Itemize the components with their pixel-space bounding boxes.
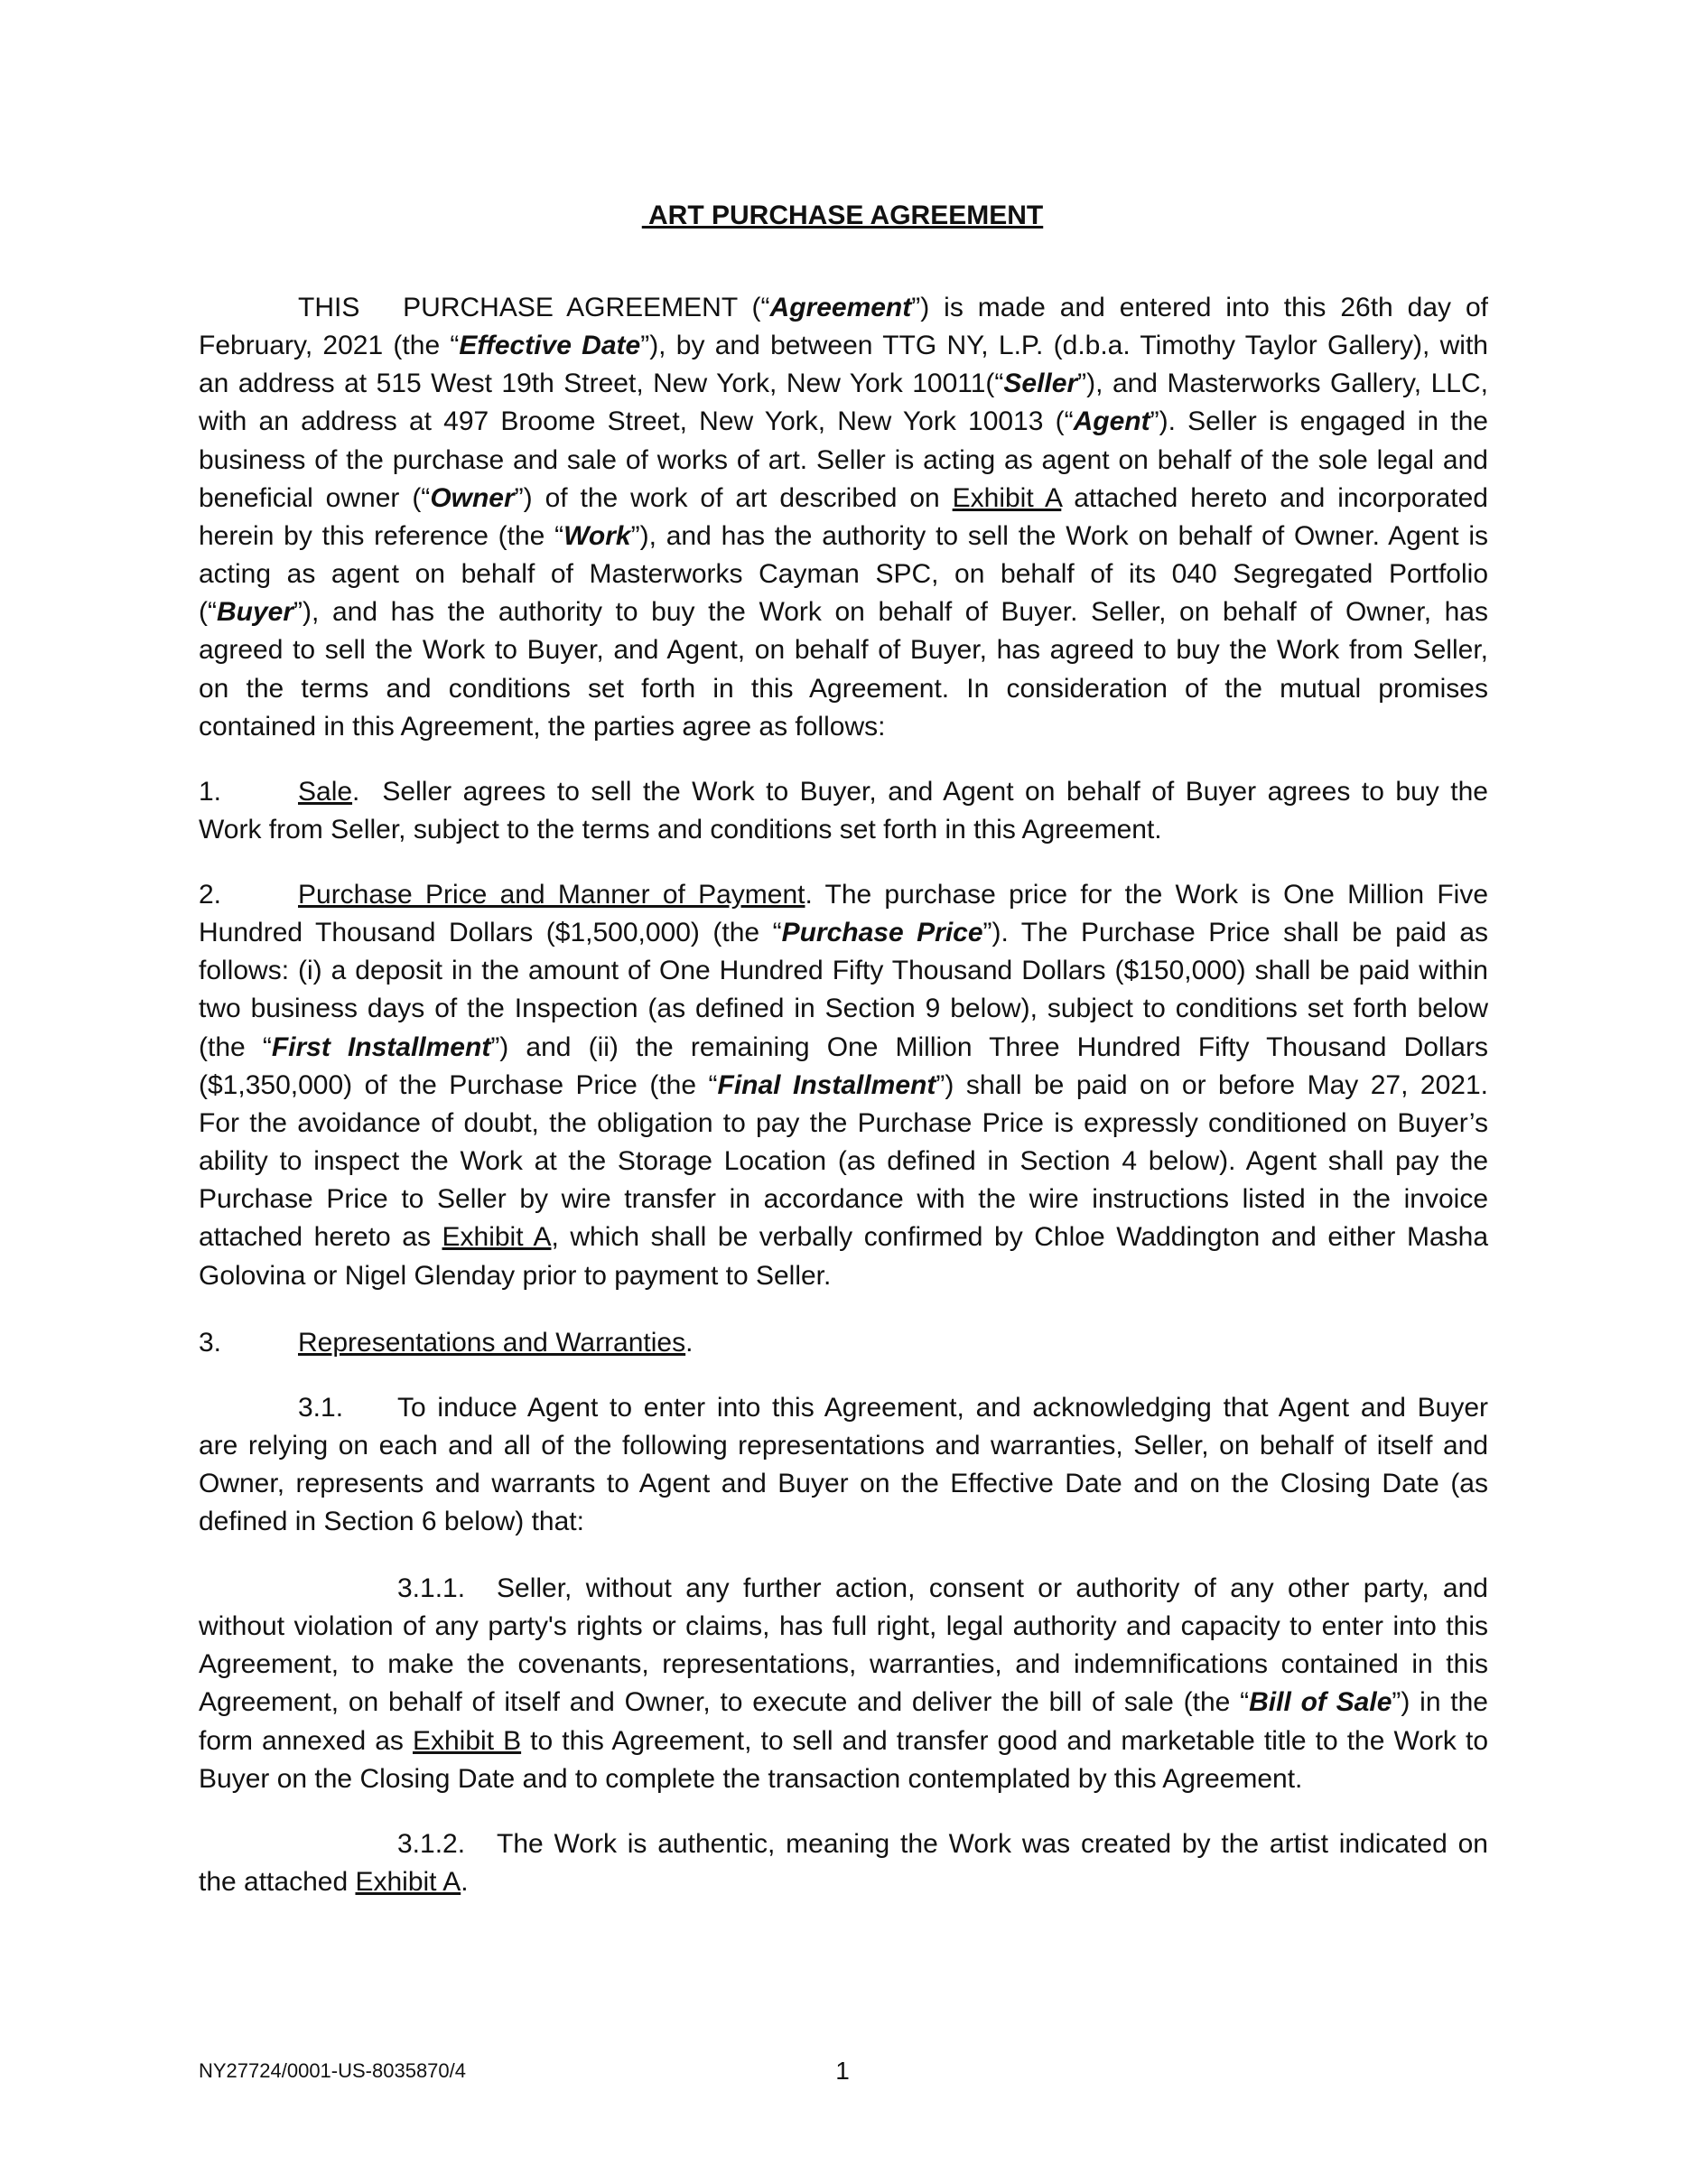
text-line xyxy=(199,811,1488,849)
text-line xyxy=(199,1503,1488,1541)
text-run: ”). The Purchase Price shall be paid as xyxy=(982,918,1489,948)
text-run: ($1,350,000) of the Purchase Price (the “ xyxy=(199,1069,718,1100)
page-number: 1 xyxy=(835,2057,850,2085)
underlined-reference: Exhibit B xyxy=(412,1725,522,1756)
text-line xyxy=(199,555,1488,593)
text-run: To induce Agent to enter into this Agreement, and acknowledging that Agent and Buyer xyxy=(397,1393,1488,1423)
text-run: . Seller agrees to sell the Work to Buyer, and Agent on behalf of Buyer agrees to buy the xyxy=(352,777,1488,807)
text-run: Hundred Thousand Dollars ($1,500,000) (the “ xyxy=(199,918,782,948)
text-run: to this Agreement, to sell and transfer good and marketable title to the Work to xyxy=(521,1725,1489,1756)
text-run: ”) shall be paid on or before May 27, 2021. xyxy=(936,1069,1488,1100)
text-line xyxy=(497,1825,1488,1863)
underlined-reference: Representations and Warranties xyxy=(298,1328,686,1358)
text-run: Golovina or Nigel Glenday prior to payment to Seller. xyxy=(199,1260,832,1291)
text-run: ability to inspect the Work at the Storage Location (as defined in Section 4 below). Agent shall pay the xyxy=(199,1146,1488,1177)
text-line xyxy=(497,1570,1488,1608)
text-run: ”) in the xyxy=(1392,1687,1488,1718)
text-run: Owner, represents and warrants to Agent and Buyer on the Effective Date and on the Closing Date (as xyxy=(199,1469,1488,1499)
text-line xyxy=(199,1427,1488,1465)
text-line xyxy=(199,1646,1488,1684)
text-run: . xyxy=(685,1328,694,1358)
text-line xyxy=(199,1760,1488,1798)
text-line xyxy=(199,1608,1488,1646)
underlined-reference: Sale xyxy=(298,777,353,807)
text-line xyxy=(199,1029,1488,1067)
defined-term: Bill of Sale xyxy=(1249,1687,1392,1718)
text-run: are relying on each and all of the following representations and warranties, Seller, on behalf of itself and xyxy=(199,1431,1488,1461)
text-line xyxy=(199,365,1488,403)
text-run: The Work is authentic, meaning the Work was created by the artist indicated on xyxy=(497,1829,1488,1859)
text-run: herein by this reference (the “ xyxy=(199,520,564,551)
defined-term: First Installment xyxy=(271,1031,491,1062)
text-line xyxy=(199,1218,1488,1256)
text-line xyxy=(199,1257,1488,1295)
text-run: Agreement, to make the covenants, representations, warranties, and indemnifications contained in this xyxy=(199,1649,1488,1680)
text-run: contained in this Agreement, the parties agree as follows: xyxy=(199,711,886,742)
defined-term: Agent xyxy=(1073,406,1150,437)
underlined-reference: Exhibit A xyxy=(952,482,1062,513)
text-line xyxy=(199,1105,1488,1143)
text-line xyxy=(298,289,1488,327)
section-number: 3.1.1. xyxy=(397,1573,466,1603)
text-line xyxy=(298,876,1488,914)
text-run: follows: (i) a deposit in the amount of One Hundred Fifty Thousand Dollars ($150,000) shall be paid within xyxy=(199,956,1488,986)
text-run: Buyer on the Closing Date and to complete the transaction contemplated by this Agreement. xyxy=(199,1763,1303,1794)
text-line xyxy=(199,1143,1488,1181)
text-line xyxy=(199,403,1488,441)
defined-term: Final Installment xyxy=(717,1069,936,1100)
text-line xyxy=(199,952,1488,990)
text-run: Work from Seller, subject to the terms and conditions set forth in this Agreement. xyxy=(199,815,1162,845)
defined-term: Work xyxy=(563,520,631,551)
defined-term: Agreement xyxy=(769,293,912,322)
text-line xyxy=(199,914,1488,952)
text-line xyxy=(199,518,1488,555)
text-run: (“ xyxy=(199,597,217,628)
text-run: defined in Section 6 below) that: xyxy=(199,1507,584,1537)
text-run: ”), and has the authority to sell the Work on behalf of Owner. Agent is xyxy=(630,520,1488,551)
underlined-reference: Purchase Price and Manner of Payment xyxy=(298,880,805,910)
text-run: attached hereto and incorporated xyxy=(1061,482,1488,513)
text-run: form annexed as xyxy=(199,1725,413,1756)
text-run: the attached xyxy=(199,1867,356,1898)
text-line xyxy=(397,1389,1488,1427)
text-line xyxy=(199,1863,1488,1901)
text-run: For the avoidance of doubt, the obligation to pay the Purchase Price is expressly conditioned on Buyer’s xyxy=(199,1107,1488,1138)
text-line xyxy=(199,480,1488,518)
text-run: Seller, without any further action, consent or authority of any other party, and xyxy=(497,1573,1488,1603)
section-number: 3. xyxy=(199,1328,222,1358)
text-run: ”), by and between TTG NY, L.P. (d.b.a. Timothy Taylor Gallery), with xyxy=(640,331,1488,361)
section-number: 3.1.2. xyxy=(397,1829,466,1859)
text-run: two business days of the Inspection (as defined in Section 9 below), subject to conditions set forth below xyxy=(199,994,1488,1024)
text-line xyxy=(199,1684,1488,1722)
section-number: 3.1. xyxy=(298,1393,344,1423)
text-run: . The purchase price for the Work is One Million Five xyxy=(805,880,1488,910)
text-line xyxy=(199,990,1488,1028)
text-line xyxy=(199,670,1488,708)
text-run: ”) and (ii) the remaining One Million Three Hundred Fifty Thousand Dollars xyxy=(490,1031,1488,1062)
text-run: ”). Seller is engaged in the xyxy=(1150,406,1488,437)
text-run: THIS PURCHASE AGREEMENT (“ xyxy=(298,293,770,322)
text-run: Agreement, on behalf of itself and Owner, to execute and deliver the bill of sale (the “ xyxy=(199,1687,1250,1718)
text-line xyxy=(199,593,1488,631)
defined-term: Buyer xyxy=(216,597,294,628)
text-run: on the terms and conditions set forth in this Agreement. In consideration of the mutual promises xyxy=(199,673,1488,704)
document-title: ART PURCHASE AGREEMENT xyxy=(641,201,1044,230)
text-run: beneficial owner (“ xyxy=(199,482,431,513)
text-line xyxy=(199,1067,1488,1105)
text-line xyxy=(199,442,1488,480)
text-run: business of the purchase and sale of works of art. Seller is acting as agent on behalf of the sole legal and xyxy=(199,444,1488,475)
text-run: Purchase Price to Seller by wire transfer in accordance with the wire instructions listed in the invoice xyxy=(199,1184,1488,1215)
text-run: (the “ xyxy=(199,1031,272,1062)
footer-document-id: NY27724/0001-US-8035870/4 xyxy=(199,2059,467,2082)
text-run: acting as agent on behalf of Masterworks Cayman SPC, on behalf of its 040 Segregated Portfolio xyxy=(199,559,1488,590)
defined-term: Purchase Price xyxy=(781,918,983,948)
text-line xyxy=(199,1465,1488,1503)
text-line xyxy=(199,1181,1488,1218)
text-run: without violation of any party's rights or claims, has full right, legal authority and capacity to enter into this xyxy=(199,1611,1488,1642)
underlined-reference: Exhibit A xyxy=(355,1867,461,1898)
underlined-reference: Exhibit A xyxy=(442,1222,552,1253)
text-run: an address at 515 West 19th Street, New York, New York 10011(“ xyxy=(199,369,1004,399)
text-run: , which shall be verbally confirmed by Chloe Waddington and either Masha xyxy=(551,1222,1488,1253)
text-run: February, 2021 (the “ xyxy=(199,331,460,361)
text-line xyxy=(199,1722,1488,1760)
text-line xyxy=(199,327,1488,365)
text-line xyxy=(199,631,1488,669)
text-run: agreed to sell the Work to Buyer, and Agent, on behalf of Buyer, has agreed to buy the Work from Seller, xyxy=(199,635,1488,666)
section-number: 1. xyxy=(199,777,222,807)
text-run: with an address at 497 Broome Street, New York, New York 10013 (“ xyxy=(199,406,1074,437)
text-line xyxy=(298,1324,1488,1362)
text-run: attached hereto as xyxy=(199,1222,442,1253)
text-run: ”) of the work of art described on xyxy=(514,482,953,513)
text-run: ”), and Masterworks Gallery, LLC, xyxy=(1077,369,1488,399)
text-line xyxy=(199,708,1488,746)
text-run: ”) is made and entered into this 26th day of xyxy=(911,293,1489,322)
defined-term: Effective Date xyxy=(459,331,641,361)
defined-term: Owner xyxy=(430,482,515,513)
defined-term: Seller xyxy=(1003,369,1078,399)
section-number: 2. xyxy=(199,880,222,910)
text-run: . xyxy=(461,1867,469,1898)
text-line xyxy=(298,773,1488,811)
text-run: ”), and has the authority to buy the Work on behalf of Buyer. Seller, on behalf of Owner, has xyxy=(293,597,1488,628)
